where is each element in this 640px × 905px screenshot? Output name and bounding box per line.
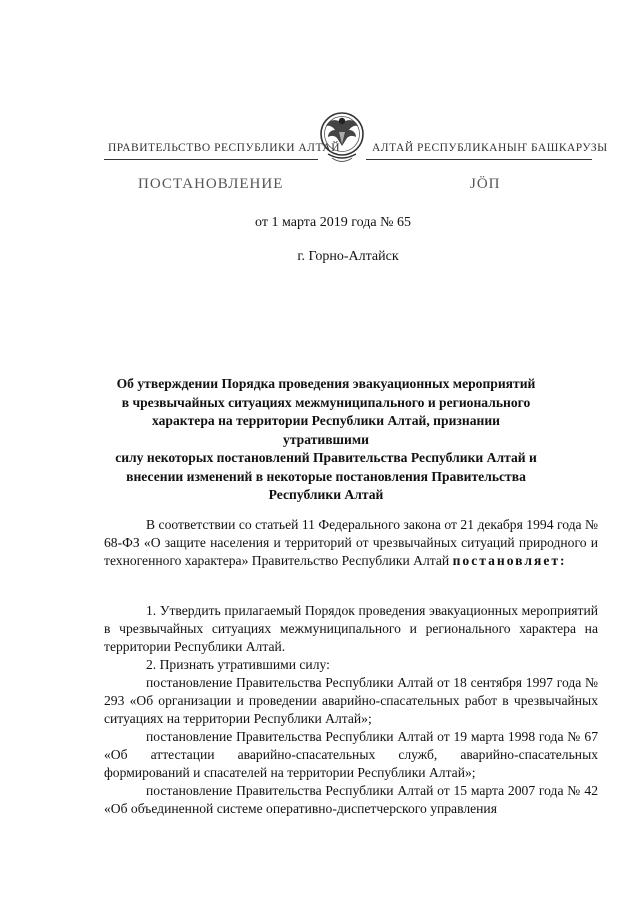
title-line: внесении изменений в некоторые постановления Правительства: [126, 468, 526, 484]
resolution-items: [104, 602, 598, 818]
letterhead-right: АЛТАЙ РЕСПУБЛИКАНЫҤ БАШКАРУЗЫ: [372, 142, 608, 154]
altai-eagle-emblem-icon: [318, 106, 366, 168]
preamble-paragraph: [104, 516, 598, 570]
decree-label-ru: ПОСТАНОВЛЕНИЕ: [138, 176, 284, 192]
title-line: силу некоторых постановлений Правительства Республики Алтай и: [115, 450, 537, 465]
item-paragraph: постановление Правительства Республики Алтай от 19 марта 1998 года № 67 «Об аттестации аварийно-спасательных служб, аварийно-спасательных формирований и спасателей на территории Республики Алтай»;: [104, 729, 598, 780]
letterhead-rule-right: [366, 159, 592, 160]
letterhead: [0, 100, 640, 170]
letterhead-rule-left: [104, 159, 318, 160]
title-line: Об утверждении Порядка проведения эвакуационных мероприятий: [116, 376, 536, 391]
letterhead-left: ПРАВИТЕЛЬСТВО РЕСПУБЛИКИ АЛТАЙ: [108, 142, 341, 154]
resolves-word: постановляет:: [452, 553, 567, 568]
decree-city: г. Горно-Алтайск: [297, 249, 399, 264]
item-paragraph: постановление Правительства Республики Алтай от 18 сентября 1997 года № 293 «Об организации и проведении аварийно-спасательных работ в чрезвычайных ситуациях на территории Республики Алтай»;: [104, 675, 598, 726]
preamble-text: В соответствии со статьей 11 Федерального закона от 21 декабря 1994 года № 68-ФЗ «О защите населения и территорий от чрезвычайных ситуаций природного и техногенного характера» Правительство Республики Алтай: [104, 517, 598, 568]
item-paragraph: постановление Правительства Республики Алтай от 15 марта 2007 года № 42 «Об объединенной системе оперативно-диспетчерского управления: [104, 783, 598, 816]
item-paragraph: 1. Утвердить прилагаемый Порядок проведения эвакуационных мероприятий в чрезвычайных ситуациях межмуниципального и регионального характера на территории Республики Алтай.: [104, 603, 598, 654]
title-line: Республики Алтай: [268, 487, 384, 502]
document-title: [110, 375, 542, 505]
decree-date-number: от 1 марта 2019 года № 65: [255, 215, 411, 230]
title-line: в чрезвычайных ситуациях межмуниципального и регионального: [121, 394, 531, 410]
title-line: характера на территории Республики Алтай, признании утратившими: [152, 413, 500, 447]
decree-label-alt: JÖП: [470, 176, 501, 192]
item-paragraph: 2. Признать утратившими силу:: [146, 657, 330, 672]
